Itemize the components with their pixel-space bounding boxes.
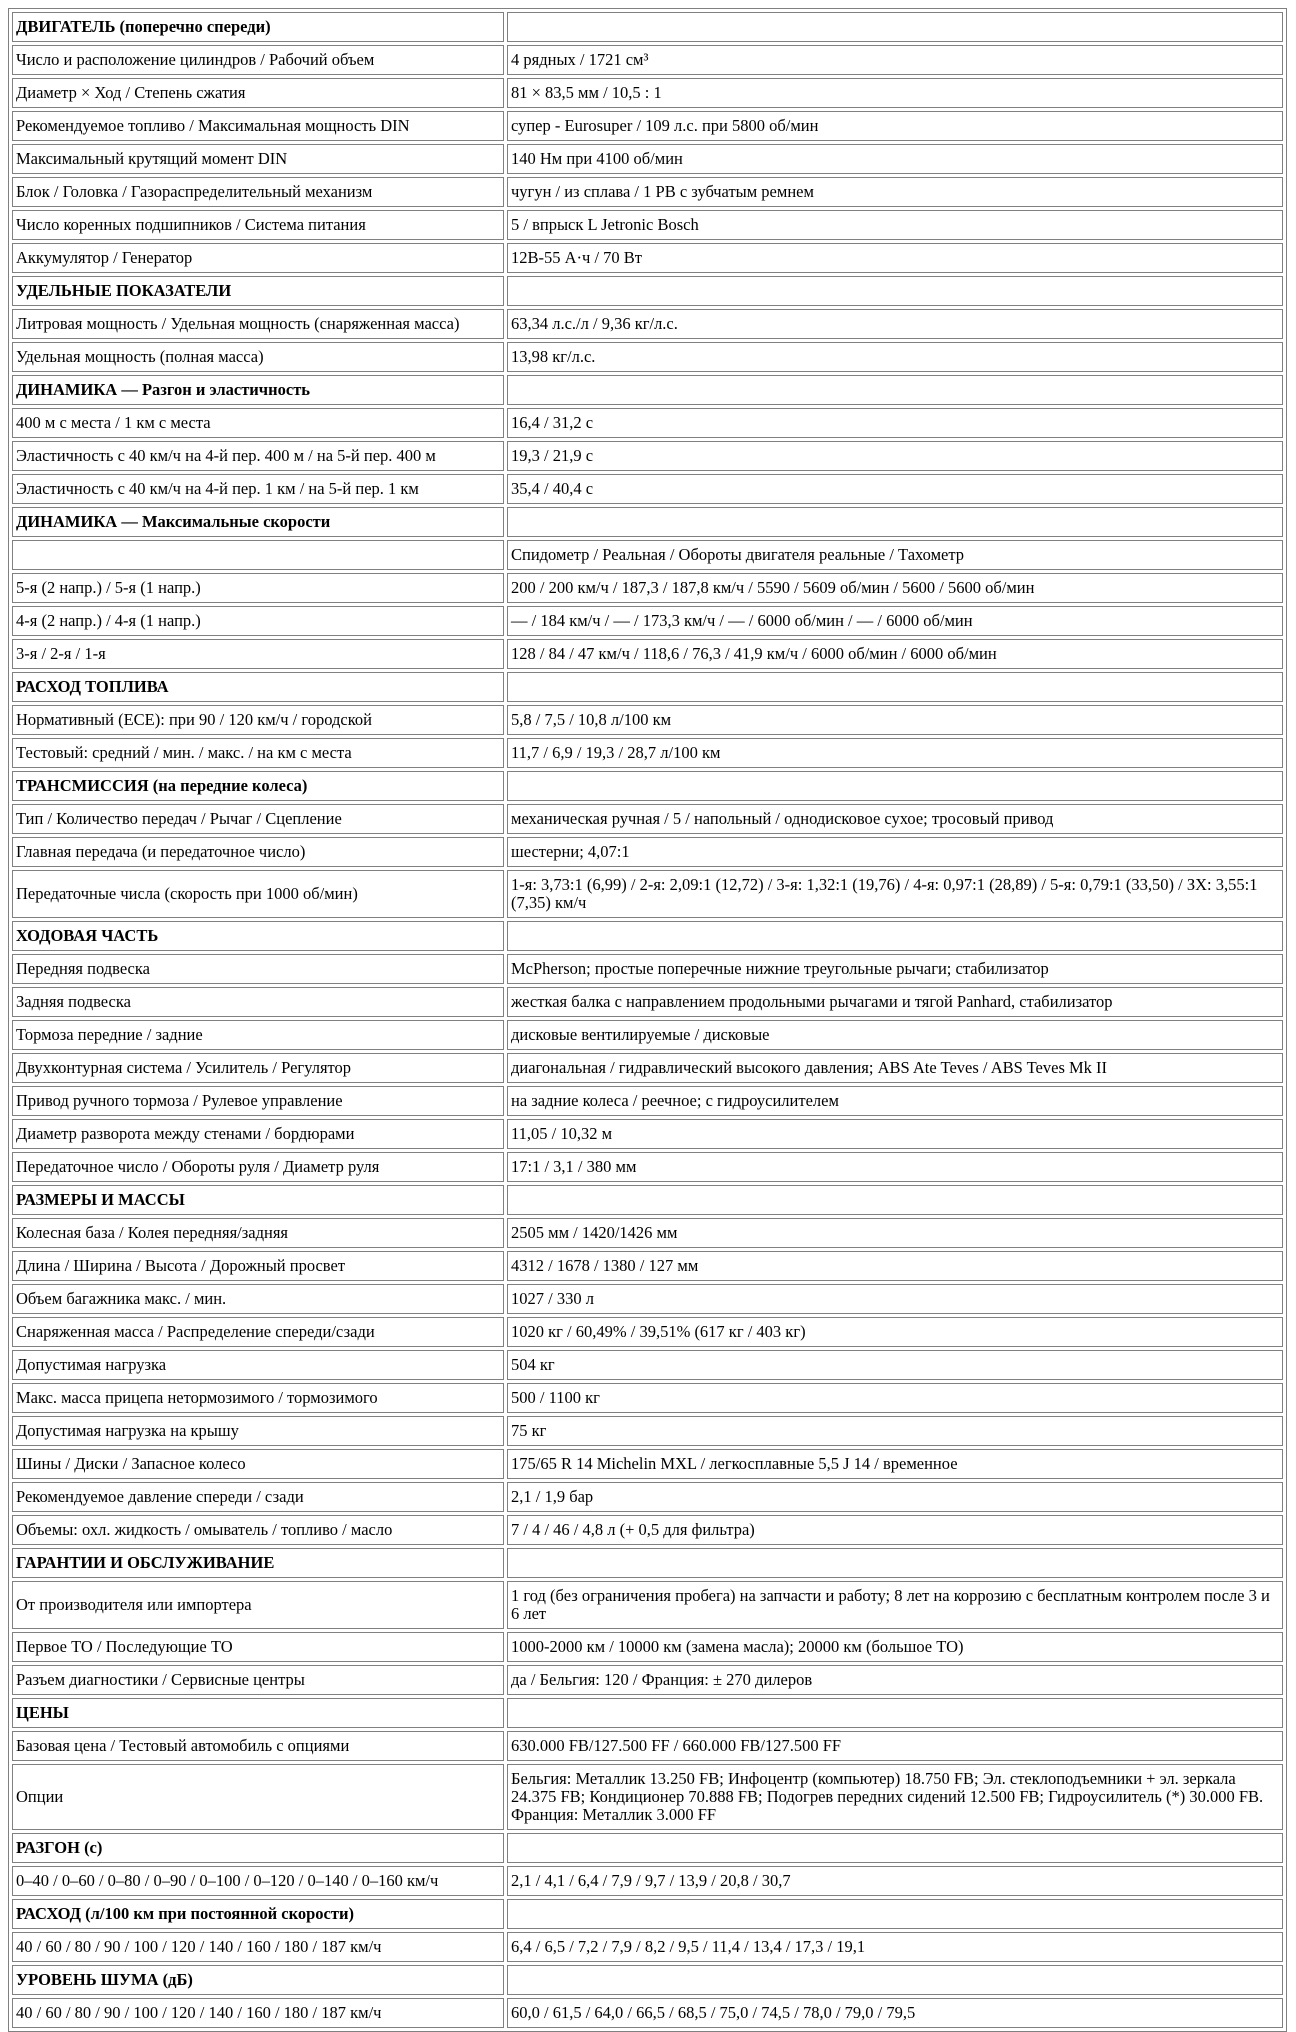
value-cell: McPherson; простые поперечные нижние треугольные рычаги; стабилизатор <box>507 954 1283 984</box>
table-row <box>12 243 1283 273</box>
value-cell: 1-я: 3,73:1 (6,99) / 2-я: 2,09:1 (12,72) / 3-я: 1,32:1 (19,76) / 4-я: 0,97:1 (28,89) / 5-я: 0,79:1 (33,50) / ЗХ: 3,55:1 (7,35) км/ч <box>507 870 1283 918</box>
section-header-row <box>12 672 1283 702</box>
parameter-cell: Эластичность с 40 км/ч на 4-й пер. 400 м / на 5-й пер. 400 м <box>12 441 504 471</box>
value-cell: 75 кг <box>507 1416 1283 1446</box>
table-row <box>12 1053 1283 1083</box>
parameter-cell: Диаметр разворота между стенами / бордюрами <box>12 1119 504 1149</box>
table-row <box>12 474 1283 504</box>
table-row <box>12 639 1283 669</box>
table-row <box>12 309 1283 339</box>
parameter-cell: Допустимая нагрузка <box>12 1350 504 1380</box>
parameter-cell: Диаметр × Ход / Степень сжатия <box>12 78 504 108</box>
table-row <box>12 987 1283 1017</box>
value-cell: на задние колеса / реечное; с гидроусилителем <box>507 1086 1283 1116</box>
value-cell: 200 / 200 км/ч / 187,3 / 187,8 км/ч / 5590 / 5609 об/мин / 5600 / 5600 об/мин <box>507 573 1283 603</box>
parameter-cell: Число коренных подшипников / Система питания <box>12 210 504 240</box>
section-empty-cell <box>507 771 1283 801</box>
section-empty-cell <box>507 507 1283 537</box>
table-row <box>12 738 1283 768</box>
section-empty-cell <box>507 375 1283 405</box>
parameter-cell: Тормоза передние / задние <box>12 1020 504 1050</box>
table-row <box>12 1764 1283 1830</box>
section-header-row <box>12 507 1283 537</box>
parameter-cell: Колесная база / Колея передняя/задняя <box>12 1218 504 1248</box>
section-empty-cell <box>507 276 1283 306</box>
table-row <box>12 606 1283 636</box>
parameter-cell: 40 / 60 / 80 / 90 / 100 / 120 / 140 / 160 / 180 / 187 км/ч <box>12 1998 504 2028</box>
section-empty-cell <box>507 1833 1283 1863</box>
parameter-cell: Нормативный (ECE): при 90 / 120 км/ч / городской <box>12 705 504 735</box>
section-header-row <box>12 1185 1283 1215</box>
section-title-cell: ЦЕНЫ <box>12 1698 504 1728</box>
value-cell: Спидометр / Реальная / Обороты двигателя реальные / Тахометр <box>507 540 1283 570</box>
value-cell: 6,4 / 6,5 / 7,2 / 7,9 / 8,2 / 9,5 / 11,4 / 13,4 / 17,3 / 19,1 <box>507 1932 1283 1962</box>
value-cell: 500 / 1100 кг <box>507 1383 1283 1413</box>
table-row <box>12 1581 1283 1629</box>
table-row <box>12 1932 1283 1962</box>
table-row <box>12 837 1283 867</box>
parameter-cell: 5-я (2 напр.) / 5-я (1 напр.) <box>12 573 504 603</box>
value-cell: 128 / 84 / 47 км/ч / 118,6 / 76,3 / 41,9 км/ч / 6000 об/мин / 6000 об/мин <box>507 639 1283 669</box>
value-cell: 2,1 / 1,9 бар <box>507 1482 1283 1512</box>
value-cell: 11,05 / 10,32 м <box>507 1119 1283 1149</box>
value-cell: 7 / 4 / 46 / 4,8 л (+ 0,5 для фильтра) <box>507 1515 1283 1545</box>
value-cell: 35,4 / 40,4 с <box>507 474 1283 504</box>
section-empty-cell <box>507 1899 1283 1929</box>
section-header-row <box>12 1698 1283 1728</box>
table-row <box>12 441 1283 471</box>
parameter-cell: Рекомендуемое топливо / Максимальная мощность DIN <box>12 111 504 141</box>
parameter-cell: Передаточное число / Обороты руля / Диаметр руля <box>12 1152 504 1182</box>
table-row <box>12 78 1283 108</box>
parameter-cell: 400 м с места / 1 км с места <box>12 408 504 438</box>
table-row <box>12 540 1283 570</box>
table-row <box>12 1665 1283 1695</box>
parameter-cell: Блок / Головка / Газораспределительный механизм <box>12 177 504 207</box>
value-cell: 11,7 / 6,9 / 19,3 / 28,7 л/100 км <box>507 738 1283 768</box>
value-cell: Бельгия: Металлик 13.250 FB; Инфоцентр (компьютер) 18.750 FB; Эл. стеклоподъемники + эл. зеркала 24.375 FB; Кондиционер 70.888 FB; Подогрев передних сидений 12.500 FB; Гидроусилитель (*) 30.000 FB. Франция: Металлик 3.000 FF <box>507 1764 1283 1830</box>
section-header-row <box>12 1548 1283 1578</box>
value-cell: 630.000 FB/127.500 FF / 660.000 FB/127.500 FF <box>507 1731 1283 1761</box>
table-row <box>12 408 1283 438</box>
section-header-row <box>12 1899 1283 1929</box>
specifications-table <box>8 8 1287 2032</box>
section-empty-cell <box>507 1965 1283 1995</box>
table-row <box>12 573 1283 603</box>
table-row <box>12 1731 1283 1761</box>
table-row <box>12 1152 1283 1182</box>
parameter-cell: Допустимая нагрузка на крышу <box>12 1416 504 1446</box>
value-cell: 4312 / 1678 / 1380 / 127 мм <box>507 1251 1283 1281</box>
table-row <box>12 1866 1283 1896</box>
value-cell: 504 кг <box>507 1350 1283 1380</box>
parameter-cell: Задняя подвеска <box>12 987 504 1017</box>
table-row <box>12 1086 1283 1116</box>
section-header-row <box>12 1965 1283 1995</box>
section-empty-cell <box>507 1548 1283 1578</box>
value-cell: 81 × 83,5 мм / 10,5 : 1 <box>507 78 1283 108</box>
parameter-cell: Базовая цена / Тестовый автомобиль с опциями <box>12 1731 504 1761</box>
value-cell: 140 Нм при 4100 об/мин <box>507 144 1283 174</box>
value-cell: — / 184 км/ч / — / 173,3 км/ч / — / 6000 об/мин / — / 6000 об/мин <box>507 606 1283 636</box>
section-header-row <box>12 921 1283 951</box>
value-cell: 5 / впрыск L Jetronic Bosch <box>507 210 1283 240</box>
parameter-cell: Передаточные числа (скорость при 1000 об/мин) <box>12 870 504 918</box>
table-row <box>12 1317 1283 1347</box>
parameter-cell: 3-я / 2-я / 1-я <box>12 639 504 669</box>
table-row <box>12 177 1283 207</box>
section-header-row <box>12 12 1283 42</box>
section-empty-cell <box>507 12 1283 42</box>
specifications-table-body <box>12 12 1283 2028</box>
value-cell: дисковые вентилируемые / дисковые <box>507 1020 1283 1050</box>
section-header-row <box>12 771 1283 801</box>
parameter-cell: Главная передача (и передаточное число) <box>12 837 504 867</box>
table-row <box>12 1350 1283 1380</box>
parameter-cell: Тестовый: средний / мин. / макс. / на км с места <box>12 738 504 768</box>
table-row <box>12 804 1283 834</box>
value-cell: 1000-2000 км / 10000 км (замена масла); 20000 км (большое ТО) <box>507 1632 1283 1662</box>
table-row <box>12 1449 1283 1479</box>
parameter-cell <box>12 540 504 570</box>
parameter-cell: Макс. масса прицепа нетормозимого / тормозимого <box>12 1383 504 1413</box>
value-cell: 12В-55 А·ч / 70 Вт <box>507 243 1283 273</box>
section-empty-cell <box>507 1698 1283 1728</box>
value-cell: 19,3 / 21,9 с <box>507 441 1283 471</box>
parameter-cell: Тип / Количество передач / Рычаг / Сцепление <box>12 804 504 834</box>
section-title-cell: ДИНАМИКА — Максимальные скорости <box>12 507 504 537</box>
section-title-cell: ХОДОВАЯ ЧАСТЬ <box>12 921 504 951</box>
parameter-cell: Эластичность с 40 км/ч на 4-й пер. 1 км / на 5-й пер. 1 км <box>12 474 504 504</box>
section-empty-cell <box>507 672 1283 702</box>
section-title-cell: ДИНАМИКА — Разгон и эластичность <box>12 375 504 405</box>
table-row <box>12 1284 1283 1314</box>
parameter-cell: Разъем диагностики / Сервисные центры <box>12 1665 504 1695</box>
parameter-cell: Максимальный крутящий момент DIN <box>12 144 504 174</box>
parameter-cell: От производителя или импортера <box>12 1581 504 1629</box>
parameter-cell: 0–40 / 0–60 / 0–80 / 0–90 / 0–100 / 0–120 / 0–140 / 0–160 км/ч <box>12 1866 504 1896</box>
section-title-cell: ДВИГАТЕЛЬ (поперечно спереди) <box>12 12 504 42</box>
value-cell: 5,8 / 7,5 / 10,8 л/100 км <box>507 705 1283 735</box>
parameter-cell: Снаряженная масса / Распределение спереди/сзади <box>12 1317 504 1347</box>
value-cell: 2,1 / 4,1 / 6,4 / 7,9 / 9,7 / 13,9 / 20,8 / 30,7 <box>507 1866 1283 1896</box>
table-row <box>12 954 1283 984</box>
parameter-cell: Объем багажника макс. / мин. <box>12 1284 504 1314</box>
section-title-cell: РАСХОД (л/100 км при постоянной скорости) <box>12 1899 504 1929</box>
parameter-cell: Удельная мощность (полная масса) <box>12 342 504 372</box>
parameter-cell: Аккумулятор / Генератор <box>12 243 504 273</box>
table-row <box>12 1020 1283 1050</box>
value-cell: 17:1 / 3,1 / 380 мм <box>507 1152 1283 1182</box>
table-row <box>12 1251 1283 1281</box>
parameter-cell: Объемы: охл. жидкость / омыватель / топливо / масло <box>12 1515 504 1545</box>
value-cell: чугун / из сплава / 1 РВ с зубчатым ремнем <box>507 177 1283 207</box>
table-row <box>12 1632 1283 1662</box>
table-row <box>12 111 1283 141</box>
section-title-cell: ТРАНСМИССИЯ (на передние колеса) <box>12 771 504 801</box>
value-cell: 16,4 / 31,2 с <box>507 408 1283 438</box>
table-row <box>12 1482 1283 1512</box>
value-cell: диагональная / гидравлический высокого давления; ABS Ate Teves / ABS Teves Mk II <box>507 1053 1283 1083</box>
section-empty-cell <box>507 921 1283 951</box>
parameter-cell: Длина / Ширина / Высота / Дорожный просвет <box>12 1251 504 1281</box>
table-row <box>12 342 1283 372</box>
parameter-cell: Рекомендуемое давление спереди / сзади <box>12 1482 504 1512</box>
table-row <box>12 210 1283 240</box>
value-cell: да / Бельгия: 120 / Франция: ± 270 дилеров <box>507 1665 1283 1695</box>
parameter-cell: Передняя подвеска <box>12 954 504 984</box>
parameter-cell: Опции <box>12 1764 504 1830</box>
value-cell: шестерни; 4,07:1 <box>507 837 1283 867</box>
value-cell: 4 рядных / 1721 см³ <box>507 45 1283 75</box>
value-cell: жесткая балка с направлением продольными рычагами и тягой Panhard, стабилизатор <box>507 987 1283 1017</box>
parameter-cell: Привод ручного тормоза / Рулевое управление <box>12 1086 504 1116</box>
section-title-cell: РАСХОД ТОПЛИВА <box>12 672 504 702</box>
section-title-cell: РАЗМЕРЫ И МАССЫ <box>12 1185 504 1215</box>
table-row <box>12 144 1283 174</box>
section-title-cell: УРОВЕНЬ ШУМА (дБ) <box>12 1965 504 1995</box>
value-cell: супер - Eurosuper / 109 л.с. при 5800 об/мин <box>507 111 1283 141</box>
value-cell: 175/65 R 14 Michelin MXL / легкосплавные 5,5 J 14 / временное <box>507 1449 1283 1479</box>
table-row <box>12 705 1283 735</box>
value-cell: 13,98 кг/л.с. <box>507 342 1283 372</box>
section-header-row <box>12 276 1283 306</box>
table-row <box>12 1383 1283 1413</box>
table-row <box>12 1998 1283 2028</box>
value-cell: 63,34 л.с./л / 9,36 кг/л.с. <box>507 309 1283 339</box>
table-row <box>12 45 1283 75</box>
section-title-cell: РАЗГОН (с) <box>12 1833 504 1863</box>
parameter-cell: 4-я (2 напр.) / 4-я (1 напр.) <box>12 606 504 636</box>
table-row <box>12 1515 1283 1545</box>
table-row <box>12 1119 1283 1149</box>
parameter-cell: Литровая мощность / Удельная мощность (снаряженная масса) <box>12 309 504 339</box>
parameter-cell: Первое ТО / Последующие ТО <box>12 1632 504 1662</box>
value-cell: механическая ручная / 5 / напольный / однодисковое сухое; тросовый привод <box>507 804 1283 834</box>
parameter-cell: Число и расположение цилиндров / Рабочий объем <box>12 45 504 75</box>
section-title-cell: УДЕЛЬНЫЕ ПОКАЗАТЕЛИ <box>12 276 504 306</box>
value-cell: 2505 мм / 1420/1426 мм <box>507 1218 1283 1248</box>
table-row <box>12 1218 1283 1248</box>
table-row <box>12 1416 1283 1446</box>
value-cell: 1 год (без ограничения пробега) на запчасти и работу; 8 лет на коррозию с бесплатным контролем после 3 и 6 лет <box>507 1581 1283 1629</box>
table-row <box>12 870 1283 918</box>
value-cell: 1020 кг / 60,49% / 39,51% (617 кг / 403 кг) <box>507 1317 1283 1347</box>
section-title-cell: ГАРАНТИИ И ОБСЛУЖИВАНИЕ <box>12 1548 504 1578</box>
value-cell: 1027 / 330 л <box>507 1284 1283 1314</box>
section-empty-cell <box>507 1185 1283 1215</box>
section-header-row <box>12 375 1283 405</box>
parameter-cell: Шины / Диски / Запасное колесо <box>12 1449 504 1479</box>
parameter-cell: Двухконтурная система / Усилитель / Регулятор <box>12 1053 504 1083</box>
value-cell: 60,0 / 61,5 / 64,0 / 66,5 / 68,5 / 75,0 / 74,5 / 78,0 / 79,0 / 79,5 <box>507 1998 1283 2028</box>
section-header-row <box>12 1833 1283 1863</box>
parameter-cell: 40 / 60 / 80 / 90 / 100 / 120 / 140 / 160 / 180 / 187 км/ч <box>12 1932 504 1962</box>
